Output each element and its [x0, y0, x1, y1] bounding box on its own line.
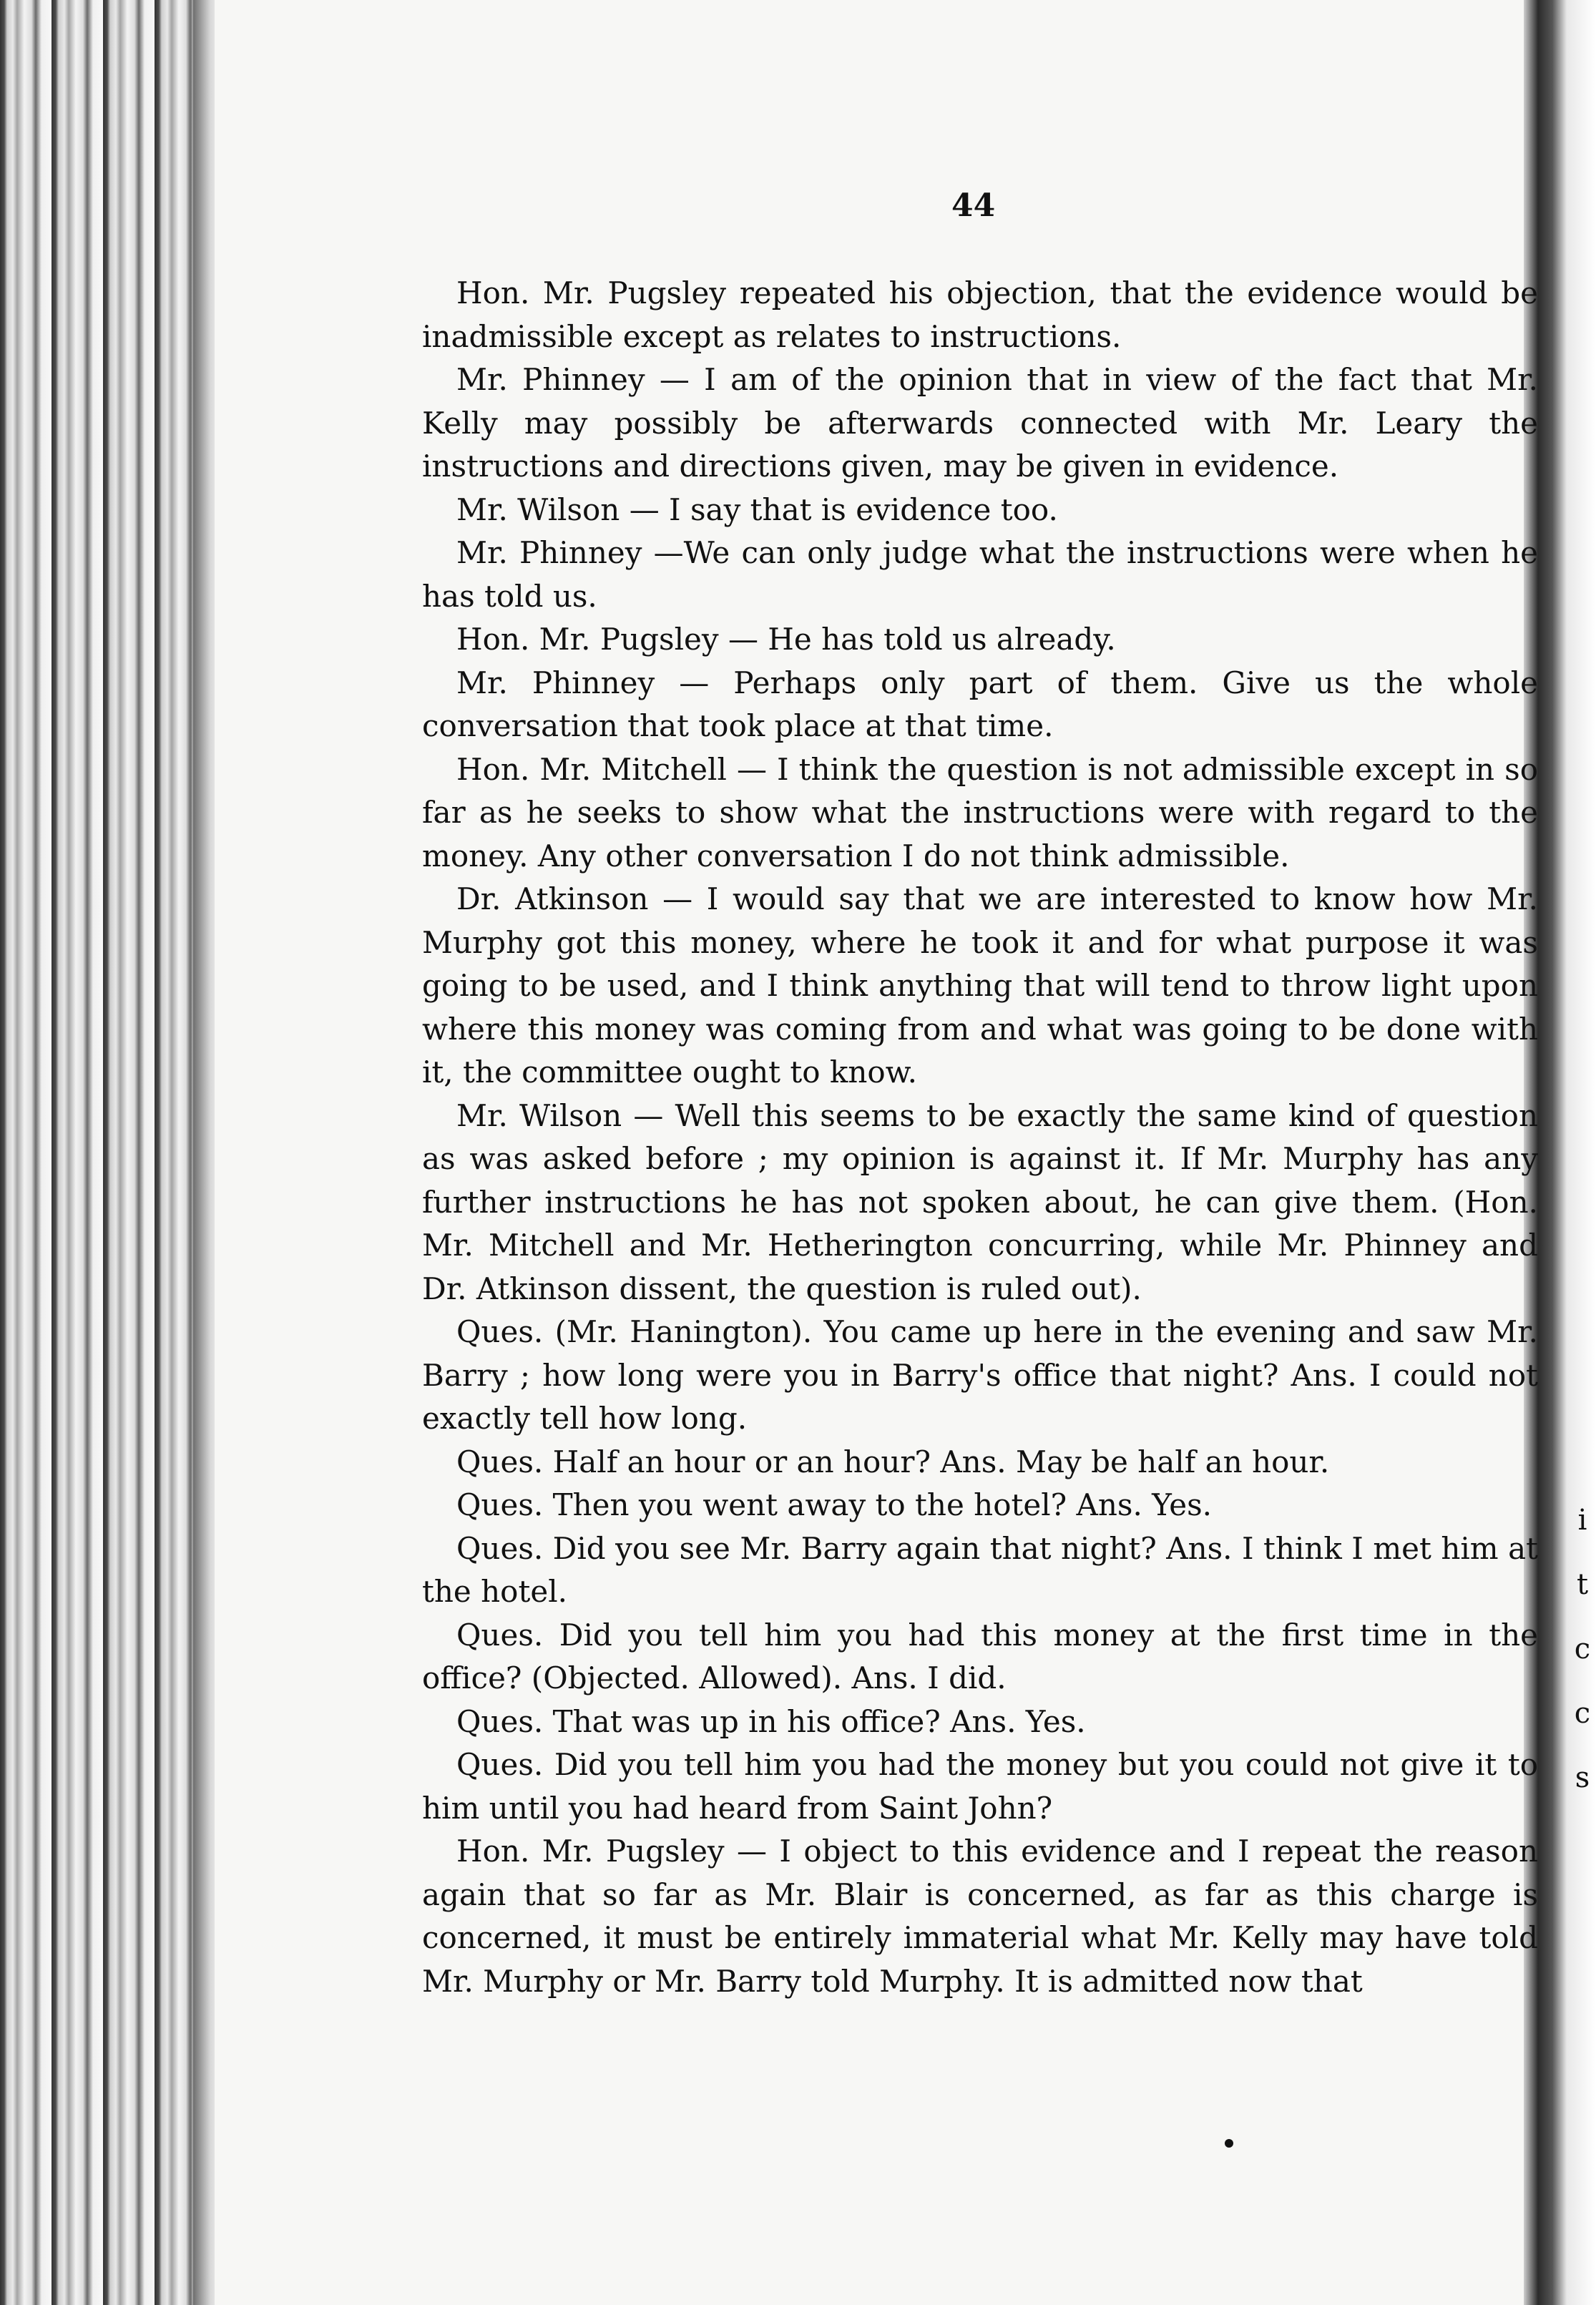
paragraph: Ques. Did you see Mr. Barry again that night? Ans. I think I met him at the hotel.	[422, 1530, 1538, 1609]
paragraph: Ques. Did you tell him you had this money at the first time in the office? (Objected. Allowed). Ans. I did.	[422, 1617, 1538, 1695]
paragraph: Dr. Atkinson — I would say that we are interested to know how Mr. Murphy got this money, where he took it and for what purpose it was going to be used, and I think anything that will tend to throw light upon where this money was coming from and what was going to be done with it, the committee ought to know.	[422, 881, 1538, 1090]
margin-letter: i	[1577, 1504, 1587, 1537]
ink-dot	[1225, 2139, 1233, 2148]
paragraph: Hon. Mr. Pugsley — I object to this evidence and I repeat the reason again that so far as Mr. Blair is concerned, as far as this charge is concerned, it must be entirely immaterial what Mr. Kelly may have told Mr. Murphy or Mr. Barry told Murphy. It is admitted now that	[422, 1834, 1538, 1999]
margin-letter: s	[1575, 1761, 1590, 1794]
margin-letter: c	[1574, 1633, 1591, 1665]
paragraph: Ques. That was up in his office? Ans. Yes.	[456, 1703, 1086, 1739]
paragraph: Hon. Mr. Pugsley — He has told us already.	[456, 622, 1116, 657]
paragraph: Ques. Did you tell him you had the money but you could not give it to him until you had heard from Saint John?	[422, 1747, 1538, 1826]
facing-page-margin-letters	[1572, 1488, 1593, 1810]
paragraph: Mr. Phinney —We can only judge what the instructions were when he has told us.	[422, 535, 1538, 614]
paragraph: Mr. Wilson — I say that is evidence too.	[456, 491, 1058, 527]
paragraph: Hon. Mr. Pugsley repeated his objection, that the evidence would be inadmissible except as relates to instructions.	[422, 275, 1538, 354]
paragraph: Hon. Mr. Mitchell — I think the question is not admissible except in so far as he seeks to show what the instructions were with regard to the money. Any other conversation I do not think admissible.	[422, 751, 1538, 873]
margin-letter: c	[1574, 1697, 1591, 1730]
page-number: 44	[951, 187, 996, 224]
paragraph: Ques. Then you went away to the hotel? Ans. Yes.	[456, 1487, 1213, 1522]
margin-letter: t	[1576, 1568, 1589, 1601]
paragraph: Ques. (Mr. Hanington). You came up here in the evening and saw Mr. Barry ; how long were you in Barry's office that night? Ans. I could not exactly tell how long.	[422, 1314, 1538, 1436]
book-page-edges	[0, 0, 215, 2305]
paragraph: Mr. Phinney — I am of the opinion that in view of the fact that Mr. Kelly may possibly be afterwards connected with Mr. Leary the instructions and directions given, may be given in evidence.	[422, 362, 1538, 484]
paragraph: Mr. Wilson — Well this seems to be exactly the same kind of question as was asked before ; my opinion is against it. If Mr. Murphy has any further instructions he has not spoken about, he can give them. (Hon. Mr. Mitchell and Mr. Hetherington concurring, while Mr. Phinney and Dr. Atkinson dissent, the question is ruled out).	[422, 1097, 1538, 1306]
body-text	[422, 272, 1538, 2003]
paragraph: Mr. Phinney — Perhaps only part of them. Give us the whole conversation that took place at that time.	[422, 665, 1538, 743]
paragraph: Ques. Half an hour or an hour? Ans. May be half an hour.	[456, 1444, 1330, 1479]
